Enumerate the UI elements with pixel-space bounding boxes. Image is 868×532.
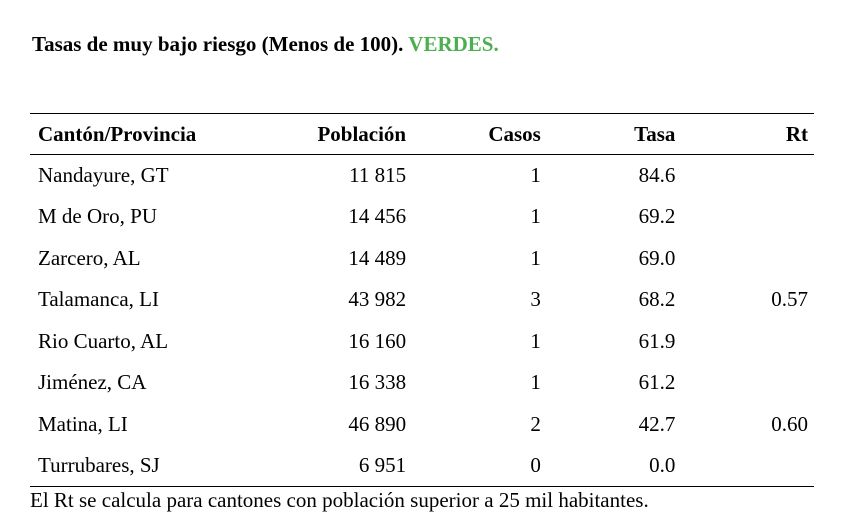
- cell-tasa: 68.2: [638, 287, 676, 312]
- cell-casos: 1: [530, 328, 541, 353]
- header-rt: Rt: [785, 121, 808, 146]
- cell-rt: 0.60: [771, 411, 808, 436]
- table-title: [32, 32, 499, 57]
- cell-tasa: 0.0: [649, 453, 676, 477]
- cell-poblacion: 11 815: [349, 163, 407, 187]
- table-title-accent: VERDES.: [408, 32, 499, 56]
- cell-rt: [675, 321, 814, 363]
- risk-table: [30, 113, 814, 487]
- table-footnote: El Rt se calcula para cantones con población superior a 25 mil habitantes.: [30, 488, 649, 512]
- cell-casos: 1: [530, 204, 541, 229]
- cell-tasa: 69.0: [638, 245, 676, 270]
- table-row: [30, 155, 814, 197]
- cell-canton: Rio Cuarto, AL: [38, 328, 169, 353]
- cell-tasa: 61.9: [638, 328, 676, 353]
- cell-canton: Turrubares, SJ: [38, 453, 160, 477]
- header-canton: Cantón/Provincia: [38, 121, 197, 146]
- cell-canton: Jiménez, CA: [38, 370, 147, 395]
- cell-poblacion: 6 951: [358, 453, 407, 477]
- cell-casos: 3: [530, 287, 541, 312]
- cell-tasa: 61.2: [638, 370, 676, 395]
- cell-canton: Zarcero, AL: [38, 245, 141, 270]
- table-header: [30, 114, 814, 155]
- table-row: [30, 238, 814, 280]
- cell-rt: [675, 445, 814, 487]
- table-body: [30, 155, 814, 487]
- cell-casos: 1: [530, 163, 541, 187]
- table-row: [30, 445, 814, 487]
- cell-poblacion: 43 982: [348, 287, 407, 312]
- cell-rt: [675, 196, 814, 238]
- cell-casos: 2: [530, 411, 541, 436]
- cell-poblacion: 14 456: [348, 204, 407, 229]
- cell-poblacion: 16 338: [348, 370, 407, 395]
- cell-rt: [675, 362, 814, 404]
- cell-poblacion: 14 489: [348, 245, 407, 270]
- cell-tasa: 84.6: [638, 163, 676, 187]
- cell-poblacion: 46 890: [348, 411, 407, 436]
- cell-tasa: 69.2: [638, 204, 676, 229]
- cell-poblacion: 16 160: [348, 328, 407, 353]
- risk-table-container: [30, 113, 814, 487]
- cell-canton: Nandayure, GT: [38, 163, 169, 187]
- table-row: [30, 362, 814, 404]
- table-row: [30, 404, 814, 446]
- header-poblacion: Población: [317, 121, 407, 146]
- header-tasa: Tasa: [634, 121, 676, 146]
- header-casos: Casos: [488, 121, 541, 146]
- cell-rt: [675, 238, 814, 280]
- cell-casos: 0: [530, 453, 541, 477]
- cell-tasa: 42.7: [638, 411, 676, 436]
- cell-canton: Talamanca, LI: [38, 287, 159, 312]
- table-row: [30, 196, 814, 238]
- table-title-main: Tasas de muy bajo riesgo (Menos de 100).: [32, 32, 404, 56]
- cell-rt: 0.57: [771, 287, 808, 312]
- table-row: [30, 321, 814, 363]
- cell-rt: [675, 155, 814, 197]
- table-row: [30, 279, 814, 321]
- cell-canton: Matina, LI: [38, 411, 128, 436]
- cell-canton: M de Oro, PU: [38, 204, 157, 229]
- cell-casos: 1: [530, 370, 541, 395]
- cell-casos: 1: [530, 245, 541, 270]
- header-row: [30, 114, 814, 155]
